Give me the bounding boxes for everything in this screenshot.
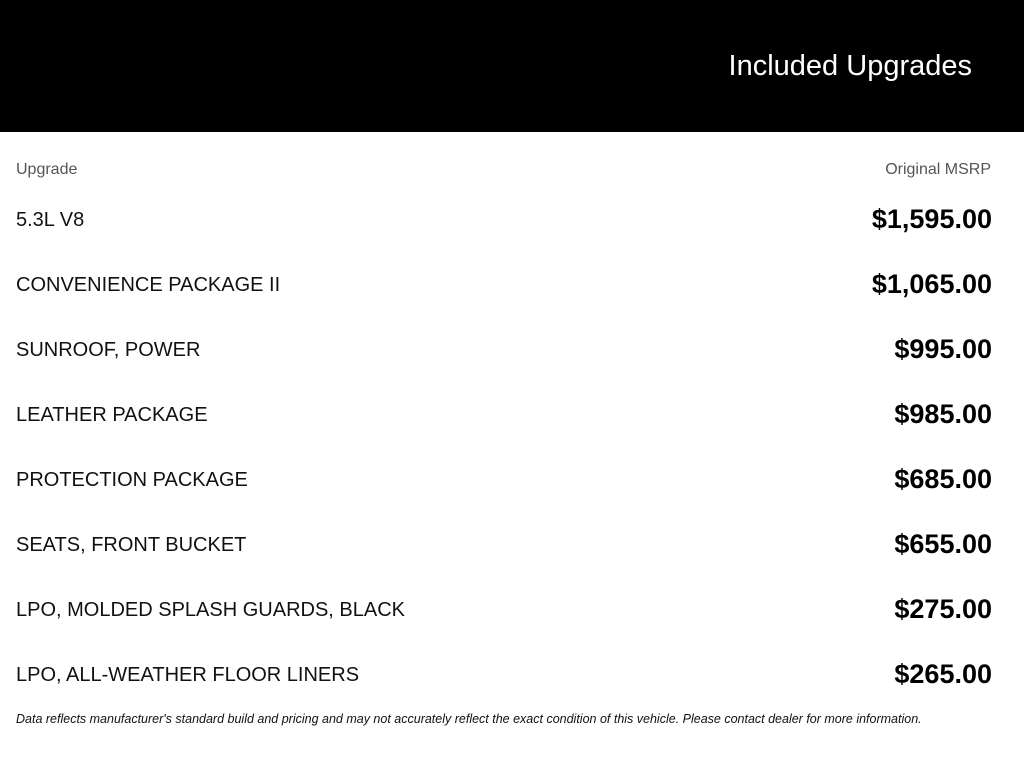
upgrade-name: SEATS, FRONT BUCKET <box>16 534 247 556</box>
header-banner <box>0 0 1024 132</box>
upgrade-name: LPO, MOLDED SPLASH GUARDS, BLACK <box>16 599 406 621</box>
list-item <box>0 454 1024 519</box>
upgrade-price: $1,065.00 <box>871 269 992 299</box>
upgrades-list <box>0 194 1024 714</box>
upgrade-name: LEATHER PACKAGE <box>16 404 208 426</box>
page-title: Included Upgrades <box>728 50 972 82</box>
list-item <box>0 324 1024 389</box>
column-header-upgrade: Upgrade <box>16 161 78 178</box>
list-item <box>0 389 1024 454</box>
upgrade-name: LPO, ALL-WEATHER FLOOR LINERS <box>16 664 360 686</box>
column-header-msrp: Original MSRP <box>885 161 991 178</box>
list-item <box>0 194 1024 259</box>
disclaimer-text: Data reflects manufacturer's standard build and pricing and may not accurately reflect the exact condition of this vehicle. Please contact dealer for more information. <box>16 712 922 726</box>
column-headers <box>0 132 1024 194</box>
upgrade-price: $275.00 <box>894 594 992 624</box>
list-item <box>0 649 1024 714</box>
upgrade-name: PROTECTION PACKAGE <box>16 469 248 491</box>
upgrade-name: SUNROOF, POWER <box>16 339 201 361</box>
list-item <box>0 519 1024 584</box>
upgrade-price: $655.00 <box>894 529 992 559</box>
upgrade-price: $985.00 <box>894 399 992 429</box>
upgrade-price: $995.00 <box>894 334 992 364</box>
upgrade-price: $685.00 <box>894 464 992 494</box>
upgrade-price: $1,595.00 <box>871 204 992 234</box>
upgrade-name: CONVENIENCE PACKAGE II <box>16 274 281 296</box>
upgrade-name: 5.3L V8 <box>16 209 85 231</box>
list-item <box>0 584 1024 649</box>
list-item <box>0 259 1024 324</box>
upgrade-price: $265.00 <box>894 659 992 689</box>
